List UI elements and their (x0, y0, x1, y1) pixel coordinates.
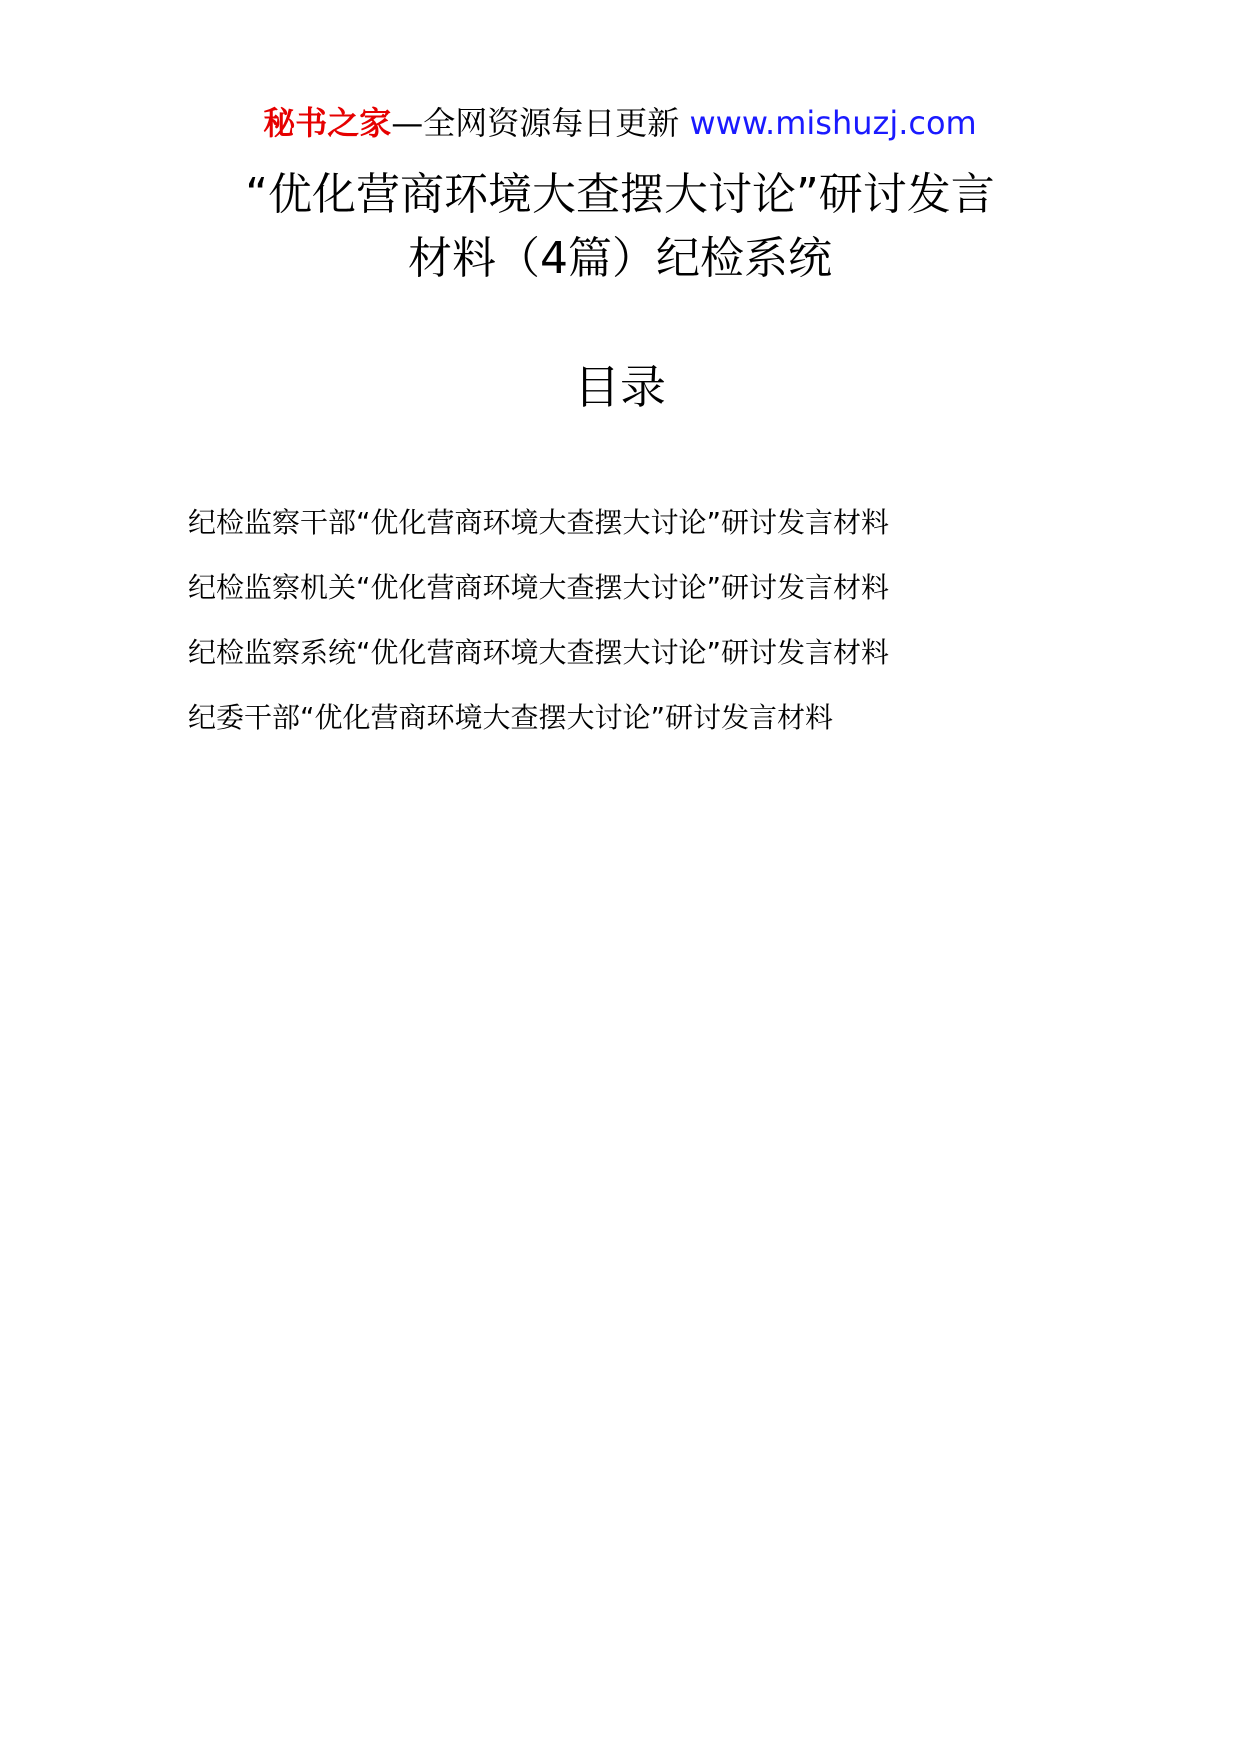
table-of-contents (188, 490, 889, 750)
document-title (0, 163, 1240, 291)
toc-item-2[interactable]: 纪检监察机关“优化营商环境大查摆大讨论”研讨发言材料 (188, 571, 890, 604)
toc-item-4[interactable]: 纪委干部“优化营商环境大查摆大讨论”研讨发言材料 (188, 701, 834, 734)
brand-name: 秘书之家 (263, 104, 392, 142)
document-title-line-2: 材料（4篇）纪检系统 (408, 233, 832, 284)
toc-item-1[interactable]: 纪检监察干部“优化营商环境大查摆大讨论”研讨发言材料 (188, 506, 890, 539)
toc-item-3[interactable]: 纪检监察系统“优化营商环境大查摆大讨论”研讨发言材料 (188, 636, 890, 669)
header-slogan: —全网资源每日更新 (391, 104, 680, 142)
site-url-link[interactable]: www.mishuzj.com (689, 104, 977, 142)
document-title-line-1: “优化营商环境大查摆大讨论”研讨发言 (245, 169, 995, 220)
site-header (0, 100, 1240, 146)
toc-heading: 目录 (574, 360, 666, 414)
